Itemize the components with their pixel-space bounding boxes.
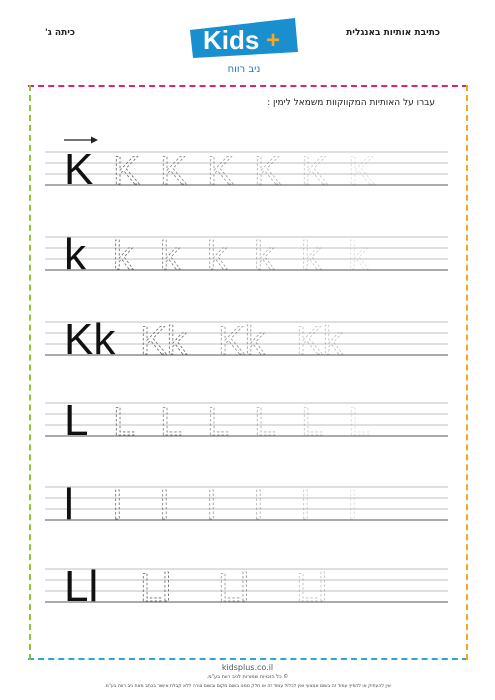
trace-letter: L — [254, 400, 277, 444]
trace-letter: Kk — [140, 319, 187, 363]
practice-row — [45, 396, 448, 445]
trace-letter: L — [348, 400, 371, 444]
logo-plus: + — [266, 27, 281, 54]
trace-letter: l — [113, 484, 122, 528]
model-letter: Ll — [64, 562, 99, 611]
trace-letter: L — [113, 400, 136, 444]
trace-letter: K — [207, 149, 234, 193]
logo-subtitle: ניב רווח — [227, 64, 261, 75]
instructions-text: עברו על האותיות המקווקוות משמאל לימין : — [267, 98, 435, 108]
model-letter: K — [64, 145, 94, 194]
website-url: kidsplus.co.il — [221, 663, 274, 672]
trace-letter: k — [254, 234, 274, 278]
practice-row — [45, 480, 448, 529]
trace-letter: k — [348, 234, 368, 278]
trace-letter: k — [113, 234, 133, 278]
model-letter: l — [64, 480, 74, 529]
copyright-notice: © כל הזכויות שמורות לניב רווח בע"מ. — [206, 674, 289, 680]
trace-letter: K — [254, 149, 281, 193]
trace-letter: K — [348, 149, 375, 193]
trace-letter: K — [113, 149, 140, 193]
trace-letter: Ll — [140, 566, 172, 610]
trace-letter: k — [160, 234, 180, 278]
practice-row — [45, 315, 448, 364]
trace-letter: L — [301, 400, 324, 444]
trace-letter: l — [160, 484, 169, 528]
trace-letter: l — [301, 484, 310, 528]
trace-letter: K — [301, 149, 328, 193]
trace-letter: k — [301, 234, 321, 278]
trace-letter: l — [254, 484, 263, 528]
grade-label: כיתה ג' — [45, 28, 75, 38]
legal-notice: אין להעתיק או להפיץ עמוד זה בשום אמצעי ואין לכלול עמוד זה או חלק ממנו בשום מקום ובשום צורה ללא קבלת אישור בכתב מאת ניב רווח בע"מ. — [104, 684, 391, 689]
model-letter: Kk — [64, 315, 116, 364]
trace-letter: L — [160, 400, 183, 444]
model-letter: k — [64, 230, 86, 279]
model-letter: L — [64, 396, 89, 445]
logo-word: Kids — [203, 25, 260, 55]
trace-letter: Kk — [296, 319, 343, 363]
trace-letter: Ll — [218, 566, 250, 610]
practice-row — [45, 145, 448, 194]
trace-letter: K — [160, 149, 187, 193]
trace-letter: k — [207, 234, 227, 278]
trace-letter: Ll — [296, 566, 328, 610]
practice-row — [45, 230, 448, 279]
trace-letter: Kk — [218, 319, 265, 363]
practice-row — [45, 562, 448, 611]
worksheet-subject: כתיבת אותיות באנגלית — [346, 28, 440, 38]
trace-letter: L — [207, 400, 230, 444]
trace-letter: l — [348, 484, 357, 528]
trace-letter: l — [207, 484, 216, 528]
